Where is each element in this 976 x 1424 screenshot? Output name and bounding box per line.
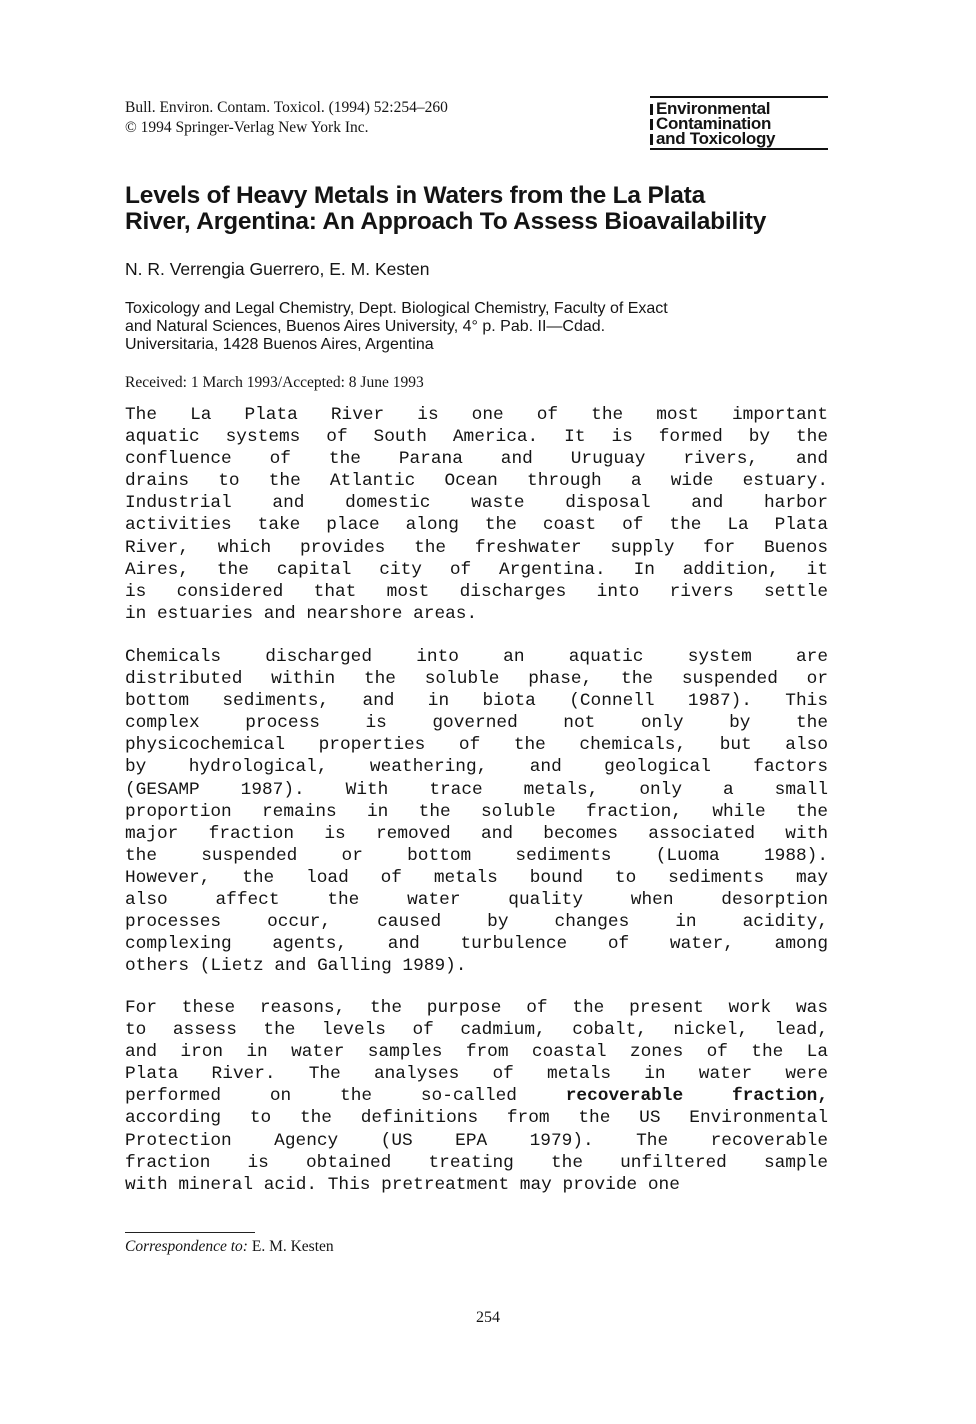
text-line: according to the definitions from the US Environmental — [125, 1108, 828, 1129]
text-line: The La Plata River is one of the most important — [125, 405, 828, 425]
text-line: the suspended or bottom sediments (Luoma 1988). — [125, 845, 828, 866]
text-line: others (Lietz and Galling 1989). — [125, 956, 467, 977]
logo-line-3: and Toxicology — [650, 131, 828, 146]
text-line: distributed within the soluble phase, the suspended or — [125, 669, 828, 690]
text-line: Protection Agency (US EPA 1979). The recoverable — [125, 1130, 828, 1151]
emphasis-recoverable-fraction: recoverable fraction, — [565, 1086, 828, 1107]
received-date: Received: 1 March 1993/Accepted: 8 June 1993 — [125, 374, 424, 391]
authors: N. R. Verrengia Guerrero, E. M. Kesten — [125, 259, 430, 279]
text-line: by hydrological, weathering, and geological factors — [125, 757, 828, 778]
text-segment: performed on the so-called — [125, 1086, 517, 1107]
correspondence-footnote — [125, 1237, 334, 1257]
body-paragraph-1 — [125, 404, 828, 625]
journal-citation: Bull. Environ. Contam. Toxicol. (1994) 52:254–260 — [125, 99, 448, 116]
text-line: processes occur, caused by changes in acidity, — [125, 912, 828, 933]
text-line: Plata River. The analyses of metals in water were — [125, 1064, 828, 1085]
logo-line-2: Contamination — [650, 116, 828, 131]
text-line: proportion remains in the soluble fraction, while the — [125, 801, 828, 822]
text-line: confluence of the Parana and Uruguay rivers, and — [125, 449, 828, 470]
text-line: However, the load of metals bound to sediments may — [125, 867, 828, 888]
affiliation-line-2: and Natural Sciences, Buenos Aires University, 4° p. Pab. II—Cdad. — [125, 318, 606, 335]
text-line: For these reasons, the purpose of the present work was — [125, 998, 828, 1018]
body-paragraph-3 — [125, 997, 828, 1196]
text-line: (GESAMP 1987). With trace metals, only a small — [125, 779, 828, 800]
text-line-mixed — [125, 1085, 828, 1107]
text-line: Aires, the capital city of Argentina. In addition, it — [125, 559, 828, 580]
text-line: complexing agents, and turbulence of water, among — [125, 934, 828, 955]
page-number: 254 — [476, 1309, 500, 1326]
text-line: bottom sediments, and in biota (Connell 1987). This — [125, 691, 828, 712]
affiliation-line-3: Universitaria, 1428 Buenos Aires, Argentina — [125, 336, 434, 353]
text-line: and iron in water samples from coastal zones of the La — [125, 1042, 828, 1063]
journal-logo — [650, 96, 828, 150]
text-line: complex process is governed not only by the — [125, 713, 828, 734]
text-line: physicochemical properties of the chemicals, but also — [125, 735, 828, 756]
title-line-1: Levels of Heavy Metals in Waters from the La Plata — [125, 182, 706, 209]
text-line: major fraction is removed and becomes associated with — [125, 823, 828, 844]
body-paragraph-2 — [125, 646, 828, 977]
title-line-2: River, Argentina: An Approach To Assess Bioavailability — [125, 208, 767, 235]
text-line: with mineral acid. This pretreatment may provide one — [125, 1174, 680, 1195]
paper-title — [125, 183, 845, 235]
text-line: Chemicals discharged into an aquatic system are — [125, 647, 828, 667]
text-line: fraction is obtained treating the unfiltered sample — [125, 1152, 828, 1173]
affiliation-line-1: Toxicology and Legal Chemistry, Dept. Biological Chemistry, Faculty of Exact — [125, 300, 668, 317]
text-line: activities take place along the coast of the La Plata — [125, 515, 828, 536]
text-line: Industrial and domestic waste disposal and harbor — [125, 493, 828, 514]
text-line: to assess the levels of cadmium, cobalt, nickel, lead, — [125, 1020, 828, 1041]
text-line: in estuaries and nearshore areas. — [125, 603, 478, 624]
text-line: River, which provides the freshwater supply for Buenos — [125, 537, 828, 558]
logo-line-1: Environmental — [650, 101, 828, 116]
copyright-line: © 1994 Springer-Verlag New York Inc. — [125, 119, 369, 136]
text-line: is considered that most discharges into rivers settle — [125, 581, 828, 602]
text-line: aquatic systems of South America. It is formed by the — [125, 427, 828, 448]
header-citation — [125, 98, 448, 138]
correspondence-name: E. M. Kesten — [251, 1238, 334, 1255]
affiliation — [125, 300, 845, 354]
text-line: also affect the water quality when desorption — [125, 890, 828, 911]
correspondence-label: Correspondence to: — [125, 1238, 248, 1255]
footnote-divider — [125, 1232, 255, 1233]
text-line: drains to the Atlantic Ocean through a wide estuary. — [125, 471, 828, 492]
